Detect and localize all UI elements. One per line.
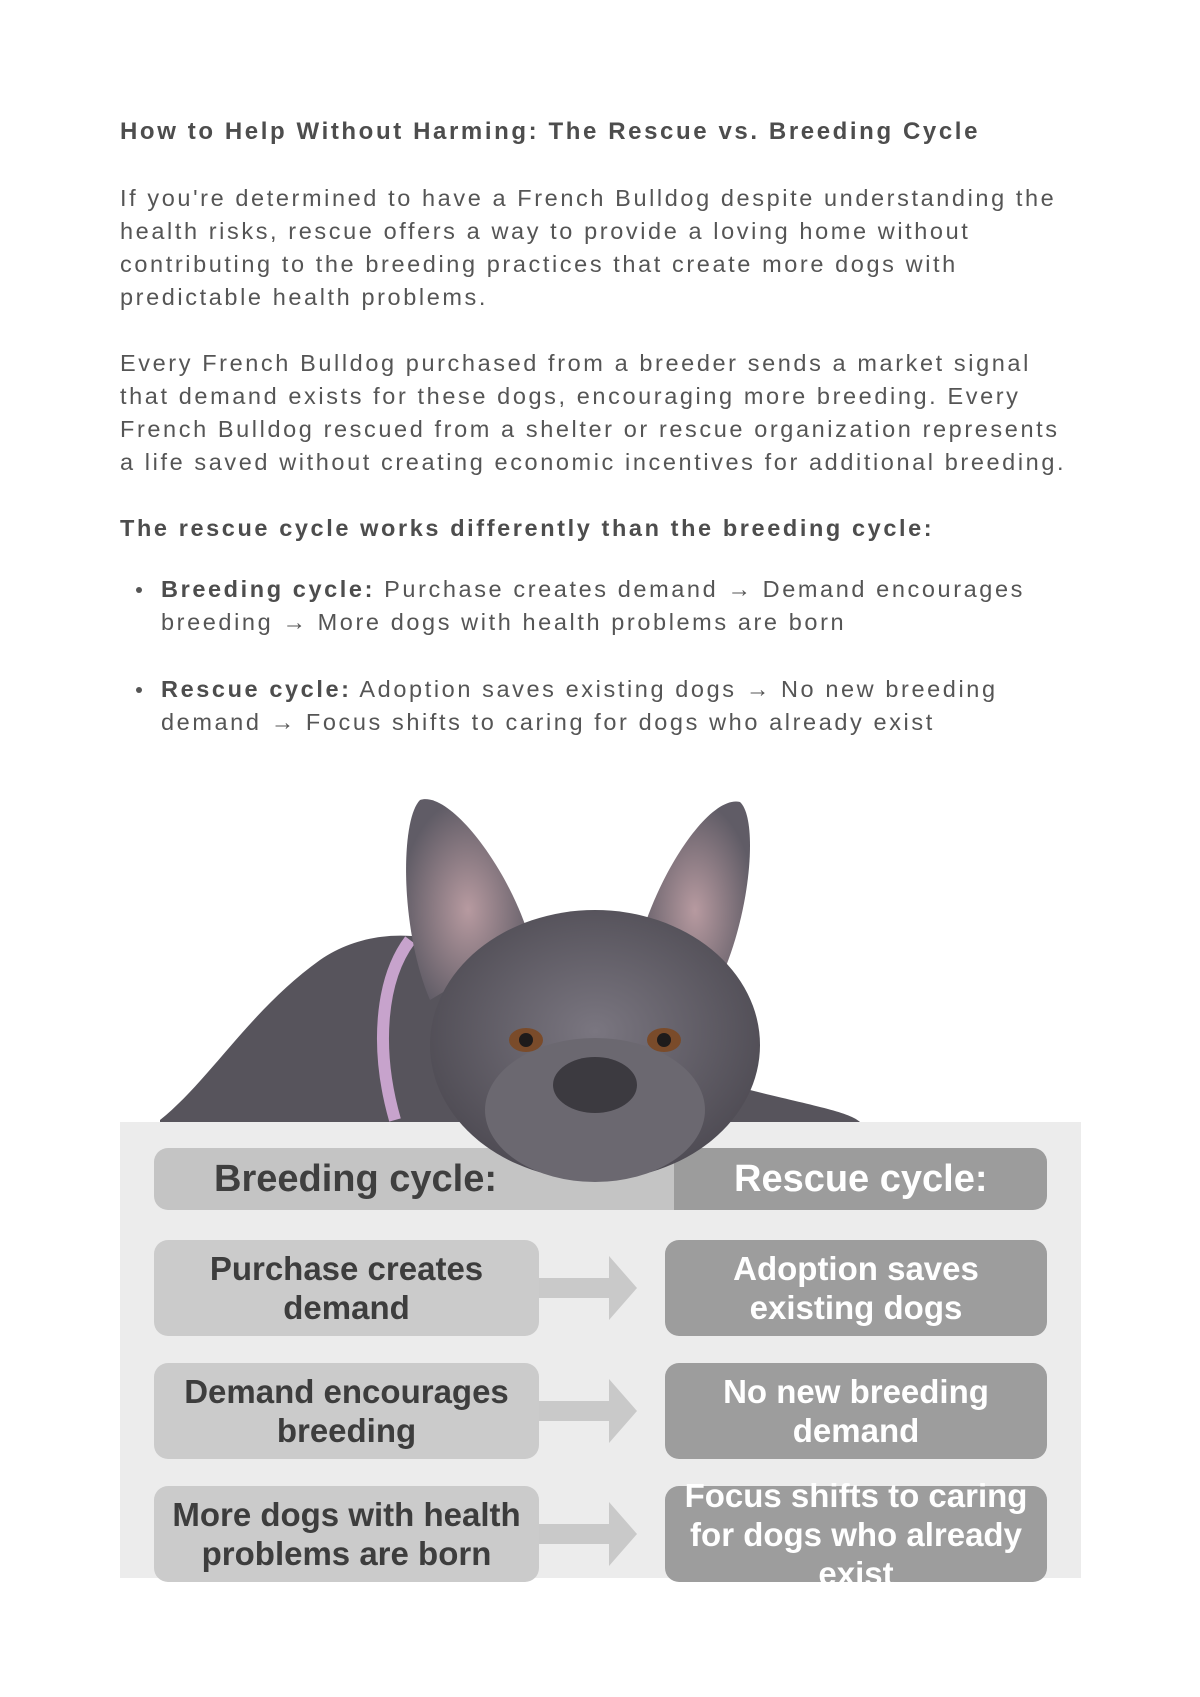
bullet-icon: [136, 587, 142, 593]
list-item-breeding: [120, 573, 1080, 639]
cycle-list: [120, 573, 1080, 739]
arrow-right-icon: [539, 1363, 665, 1459]
list-item-text: Purchase creates demand → Demand encourages breeding → More dogs with health problems are born: [161, 576, 1025, 635]
arrow-right-icon: [539, 1240, 665, 1336]
list-item-label: Rescue cycle:: [161, 676, 352, 702]
cycle-infographic: [120, 1122, 1081, 1592]
rescue-cycle-header: Rescue cycle:: [674, 1148, 1047, 1210]
rescue-step-3: Focus shifts to caring for dogs who already exist: [665, 1486, 1047, 1582]
rescue-step-1: Adoption saves existing dogs: [665, 1240, 1047, 1336]
market-signal-paragraph: Every French Bulldog purchased from a breeder sends a market signal that demand exists for these dogs, encouraging more breeding. Every French Bulldog rescued from a shelter or rescue organization represents a life saved without creating economic incentives for additional breeding.: [120, 350, 1067, 475]
section-heading: How to Help Without Harming: The Rescue vs. Breeding Cycle: [120, 118, 981, 145]
breeding-step-1: Purchase creates demand: [154, 1240, 539, 1336]
list-item-rescue: [120, 673, 1080, 739]
cycle-subheading: The rescue cycle works differently than the breeding cycle:: [120, 515, 935, 541]
french-bulldog-image: [150, 790, 880, 1190]
rescue-step-2: No new breeding demand: [665, 1363, 1047, 1459]
breeding-cycle-header: Breeding cycle:: [154, 1148, 674, 1210]
arrow-right-icon: [539, 1486, 665, 1582]
list-item-label: Breeding cycle:: [161, 576, 376, 602]
breeding-step-3: More dogs with health problems are born: [154, 1486, 539, 1582]
breeding-step-2: Demand encourages breeding: [154, 1363, 539, 1459]
article: [120, 112, 1080, 773]
intro-paragraph: If you're determined to have a French Bulldog despite understanding the health risks, rescue offers a way to provide a loving home without contributing to the breeding practices that create more dogs with predictable health problems.: [120, 185, 1057, 310]
bullet-icon: [136, 687, 142, 693]
list-item-text: Adoption saves existing dogs → No new breeding demand → Focus shifts to caring for dogs who already exist: [161, 676, 998, 735]
